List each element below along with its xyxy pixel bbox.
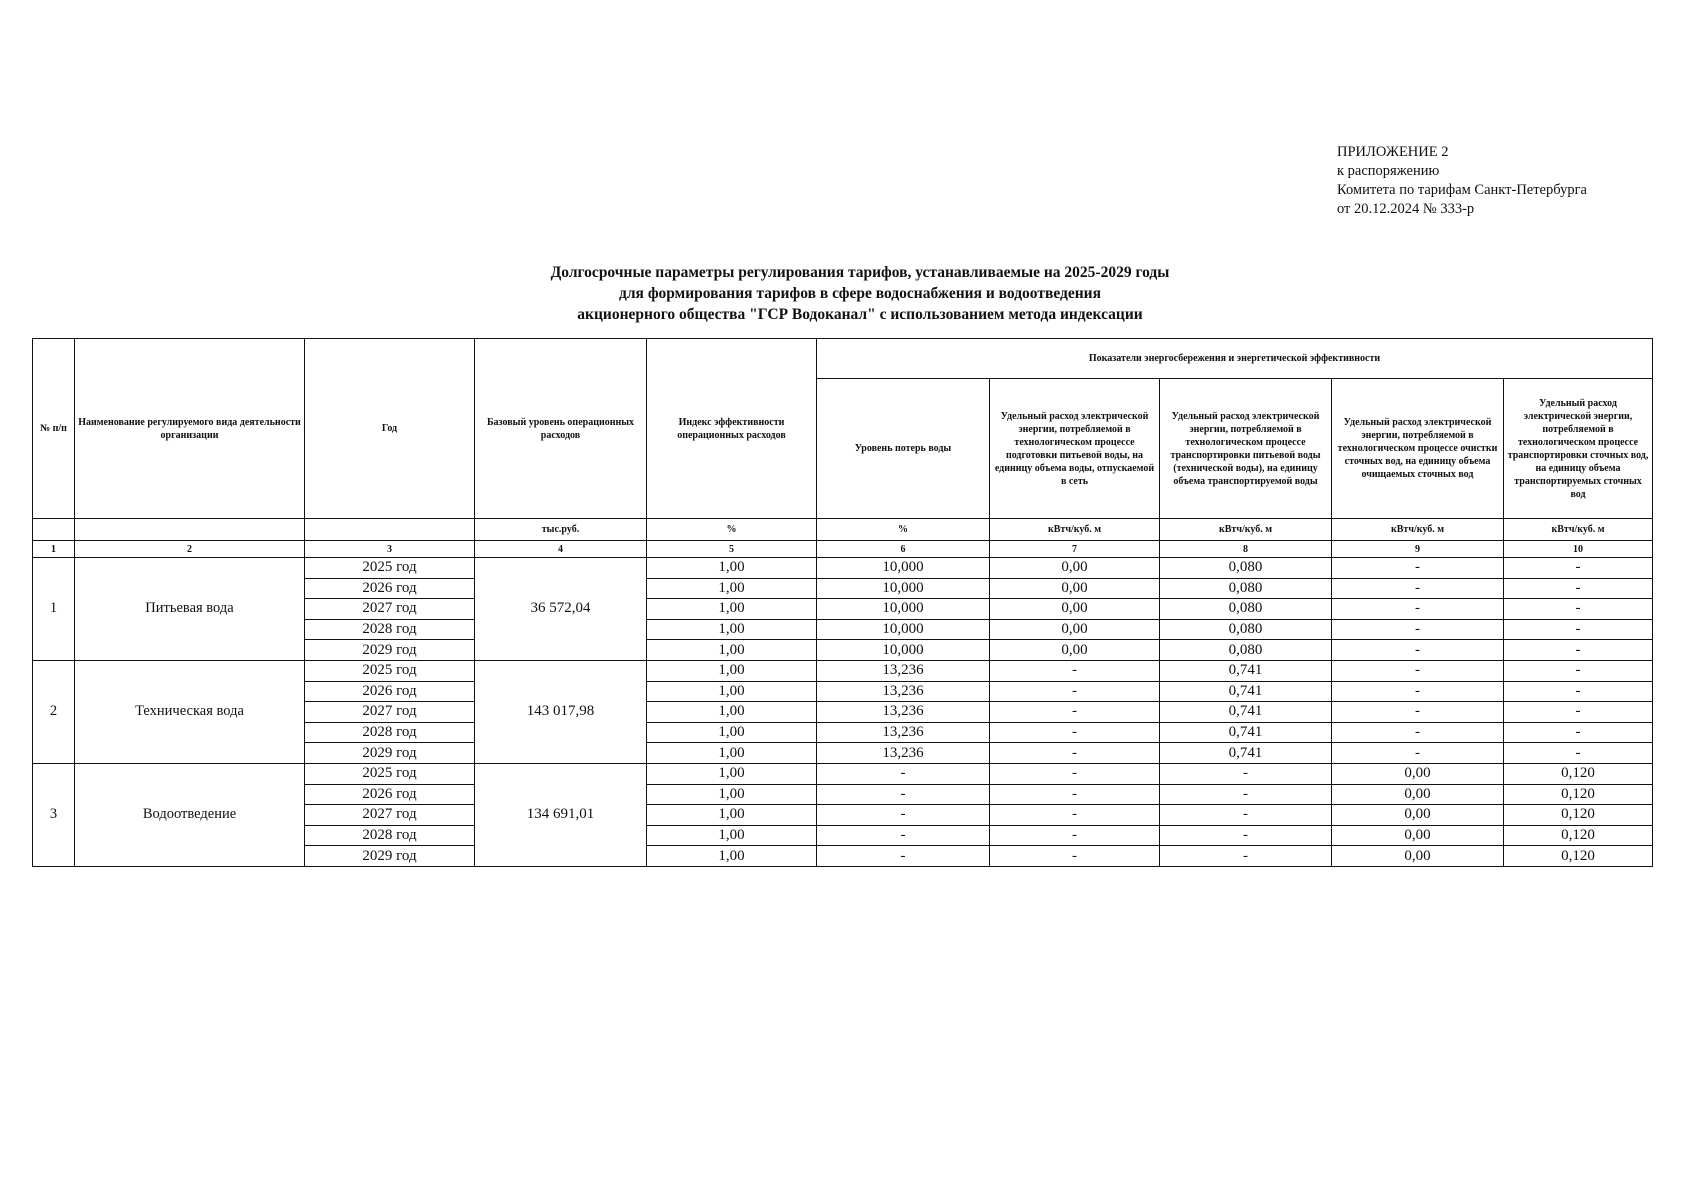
efficiency-index-cell: 1,00 <box>647 578 817 599</box>
year-cell: 2029 год <box>305 743 475 764</box>
energy-col7-cell: - <box>990 825 1160 846</box>
efficiency-index-cell: 1,00 <box>647 599 817 620</box>
energy-col7-cell: - <box>990 743 1160 764</box>
energy-col9-cell: - <box>1332 640 1504 661</box>
header-col8: Удельный расход электрической энергии, потребляемой в технологическом процессе транспортировки питьевой воды (технической воды), на единицу объема транспортируемой воды <box>1160 379 1332 519</box>
energy-col8-cell: - <box>1160 784 1332 805</box>
efficiency-index-cell: 1,00 <box>647 743 817 764</box>
col-number: 1 <box>33 541 75 558</box>
energy-col8-cell: 0,080 <box>1160 619 1332 640</box>
unit-index: % <box>647 519 817 541</box>
water-loss-cell: 13,236 <box>817 722 990 743</box>
table-body <box>33 558 1653 867</box>
header-num: № п/п <box>33 339 75 519</box>
header-index: Индекс эффективности операционных расходов <box>647 339 817 519</box>
energy-col9-cell: - <box>1332 619 1504 640</box>
col-number: 7 <box>990 541 1160 558</box>
energy-col8-cell: 0,080 <box>1160 640 1332 661</box>
unit-year <box>305 519 475 541</box>
year-cell: 2029 год <box>305 640 475 661</box>
group-name-cell: Питьевая вода <box>75 558 305 661</box>
energy-col9-cell: 0,00 <box>1332 825 1504 846</box>
energy-col9-cell: - <box>1332 578 1504 599</box>
water-loss-cell: 13,236 <box>817 660 990 681</box>
efficiency-index-cell: 1,00 <box>647 825 817 846</box>
unit-col10: кВтч/куб. м <box>1504 519 1653 541</box>
unit-col9: кВтч/куб. м <box>1332 519 1504 541</box>
base-cost-cell: 134 691,01 <box>475 763 647 866</box>
energy-col9-cell: - <box>1332 599 1504 620</box>
energy-col9-cell: 0,00 <box>1332 805 1504 826</box>
appendix-line-1: ПРИЛОЖЕНИЕ 2 <box>1337 144 1449 160</box>
energy-col8-cell: 0,741 <box>1160 743 1332 764</box>
energy-col10-cell: - <box>1504 578 1653 599</box>
energy-col9-cell: - <box>1332 702 1504 723</box>
energy-col8-cell: 0,741 <box>1160 660 1332 681</box>
water-loss-cell: 10,000 <box>817 599 990 620</box>
base-cost-cell: 143 017,98 <box>475 660 647 763</box>
energy-col8-cell: 0,080 <box>1160 599 1332 620</box>
header-col10: Удельный расход электрической энергии, потребляемой в технологическом процессе транспортировки сточных вод, на единицу объема транспортируемых сточных вод <box>1504 379 1653 519</box>
year-cell: 2026 год <box>305 578 475 599</box>
year-cell: 2027 год <box>305 599 475 620</box>
water-loss-cell: 10,000 <box>817 578 990 599</box>
table-row <box>33 660 1653 681</box>
header-col7: Удельный расход электрической энергии, потребляемой в технологическом процессе подготовки питьевой воды, на единицу объема воды, отпускаемой в сеть <box>990 379 1160 519</box>
title-line-3: акционерного общества "ГСР Водоканал" с использованием метода индексации <box>577 306 1143 323</box>
title-line-1: Долгосрочные параметры регулирования тарифов, устанавливаемые на 2025-2029 годы <box>550 264 1170 281</box>
energy-col10-cell: - <box>1504 599 1653 620</box>
energy-col9-cell: - <box>1332 660 1504 681</box>
energy-col9-cell: - <box>1332 743 1504 764</box>
water-loss-cell: 10,000 <box>817 640 990 661</box>
energy-col8-cell: - <box>1160 846 1332 867</box>
efficiency-index-cell: 1,00 <box>647 784 817 805</box>
energy-col9-cell: 0,00 <box>1332 784 1504 805</box>
unit-base: тыс.руб. <box>475 519 647 541</box>
efficiency-index-cell: 1,00 <box>647 558 817 579</box>
efficiency-index-cell: 1,00 <box>647 660 817 681</box>
unit-loss: % <box>817 519 990 541</box>
efficiency-index-cell: 1,00 <box>647 846 817 867</box>
energy-col8-cell: 0,741 <box>1160 681 1332 702</box>
header-energy-group: Показатели энергосбережения и энергетической эффективности <box>817 339 1653 379</box>
year-cell: 2028 год <box>305 722 475 743</box>
energy-col7-cell: - <box>990 763 1160 784</box>
energy-col8-cell: 0,080 <box>1160 558 1332 579</box>
water-loss-cell: - <box>817 763 990 784</box>
water-loss-cell: - <box>817 825 990 846</box>
energy-col7-cell: 0,00 <box>990 619 1160 640</box>
water-loss-cell: 13,236 <box>817 681 990 702</box>
energy-col10-cell: 0,120 <box>1504 763 1653 784</box>
energy-col10-cell: - <box>1504 743 1653 764</box>
energy-col7-cell: 0,00 <box>990 640 1160 661</box>
year-cell: 2027 год <box>305 805 475 826</box>
efficiency-index-cell: 1,00 <box>647 702 817 723</box>
efficiency-index-cell: 1,00 <box>647 763 817 784</box>
col-number: 10 <box>1504 541 1653 558</box>
appendix-line-2: к распоряжению <box>1337 163 1440 179</box>
year-cell: 2025 год <box>305 763 475 784</box>
group-name-cell: Водоотведение <box>75 763 305 866</box>
col-number: 8 <box>1160 541 1332 558</box>
energy-col7-cell: 0,00 <box>990 599 1160 620</box>
group-num-cell: 1 <box>33 558 75 661</box>
year-cell: 2028 год <box>305 825 475 846</box>
water-loss-cell: - <box>817 784 990 805</box>
energy-col7-cell: - <box>990 702 1160 723</box>
energy-col7-cell: - <box>990 846 1160 867</box>
water-loss-cell: - <box>817 805 990 826</box>
energy-col7-cell: 0,00 <box>990 558 1160 579</box>
energy-col7-cell: - <box>990 681 1160 702</box>
energy-col8-cell: - <box>1160 805 1332 826</box>
efficiency-index-cell: 1,00 <box>647 619 817 640</box>
energy-col10-cell: 0,120 <box>1504 825 1653 846</box>
group-num-cell: 3 <box>33 763 75 866</box>
energy-col10-cell: - <box>1504 702 1653 723</box>
energy-col8-cell: 0,080 <box>1160 578 1332 599</box>
energy-col9-cell: - <box>1332 558 1504 579</box>
water-loss-cell: 13,236 <box>817 702 990 723</box>
energy-col10-cell: - <box>1504 619 1653 640</box>
year-cell: 2025 год <box>305 660 475 681</box>
title-line-2: для формирования тарифов в сфере водоснабжения и водоотведения <box>619 285 1101 302</box>
group-num-cell: 2 <box>33 660 75 763</box>
table-row <box>33 763 1653 784</box>
energy-col7-cell: - <box>990 805 1160 826</box>
energy-col10-cell: - <box>1504 660 1653 681</box>
col-number: 3 <box>305 541 475 558</box>
year-cell: 2029 год <box>305 846 475 867</box>
col-number: 4 <box>475 541 647 558</box>
year-cell: 2025 год <box>305 558 475 579</box>
energy-col8-cell: 0,741 <box>1160 702 1332 723</box>
water-loss-cell: - <box>817 846 990 867</box>
base-cost-cell: 36 572,04 <box>475 558 647 661</box>
energy-col9-cell: 0,00 <box>1332 846 1504 867</box>
energy-col7-cell: - <box>990 784 1160 805</box>
energy-col10-cell: - <box>1504 722 1653 743</box>
energy-col8-cell: - <box>1160 825 1332 846</box>
appendix-block <box>1337 143 1587 219</box>
unit-num <box>33 519 75 541</box>
energy-col9-cell: - <box>1332 722 1504 743</box>
water-loss-cell: 13,236 <box>817 743 990 764</box>
unit-col7: кВтч/куб. м <box>990 519 1160 541</box>
year-cell: 2027 год <box>305 702 475 723</box>
col-number: 2 <box>75 541 305 558</box>
col-number: 9 <box>1332 541 1504 558</box>
table-row <box>33 558 1653 579</box>
energy-col10-cell: 0,120 <box>1504 805 1653 826</box>
year-cell: 2026 год <box>305 784 475 805</box>
unit-col8: кВтч/куб. м <box>1160 519 1332 541</box>
energy-col9-cell: 0,00 <box>1332 763 1504 784</box>
col-number: 5 <box>647 541 817 558</box>
water-loss-cell: 10,000 <box>817 619 990 640</box>
document-title <box>400 262 1320 325</box>
header-loss: Уровень потерь воды <box>817 379 990 519</box>
energy-col9-cell: - <box>1332 681 1504 702</box>
energy-col10-cell: - <box>1504 640 1653 661</box>
header-year: Год <box>305 339 475 519</box>
tariff-parameters-table <box>32 338 1653 867</box>
col-number: 6 <box>817 541 990 558</box>
year-cell: 2028 год <box>305 619 475 640</box>
energy-col10-cell: 0,120 <box>1504 784 1653 805</box>
energy-col7-cell: - <box>990 722 1160 743</box>
efficiency-index-cell: 1,00 <box>647 681 817 702</box>
appendix-line-4: от 20.12.2024 № 333-р <box>1337 201 1475 217</box>
energy-col10-cell: - <box>1504 681 1653 702</box>
unit-name <box>75 519 305 541</box>
appendix-line-3: Комитета по тарифам Санкт-Петербурга <box>1337 182 1587 198</box>
efficiency-index-cell: 1,00 <box>647 722 817 743</box>
group-name-cell: Техническая вода <box>75 660 305 763</box>
header-base: Базовый уровень операционных расходов <box>475 339 647 519</box>
energy-col7-cell: - <box>990 660 1160 681</box>
header-col9: Удельный расход электрической энергии, потребляемой в технологическом процессе очистки сточных вод, на единицу объема очищаемых сточных вод <box>1332 379 1504 519</box>
energy-col10-cell: 0,120 <box>1504 846 1653 867</box>
energy-col8-cell: 0,741 <box>1160 722 1332 743</box>
energy-col8-cell: - <box>1160 763 1332 784</box>
efficiency-index-cell: 1,00 <box>647 640 817 661</box>
efficiency-index-cell: 1,00 <box>647 805 817 826</box>
energy-col7-cell: 0,00 <box>990 578 1160 599</box>
header-name: Наименование регулируемого вида деятельности организации <box>75 339 305 519</box>
year-cell: 2026 год <box>305 681 475 702</box>
water-loss-cell: 10,000 <box>817 558 990 579</box>
energy-col10-cell: - <box>1504 558 1653 579</box>
